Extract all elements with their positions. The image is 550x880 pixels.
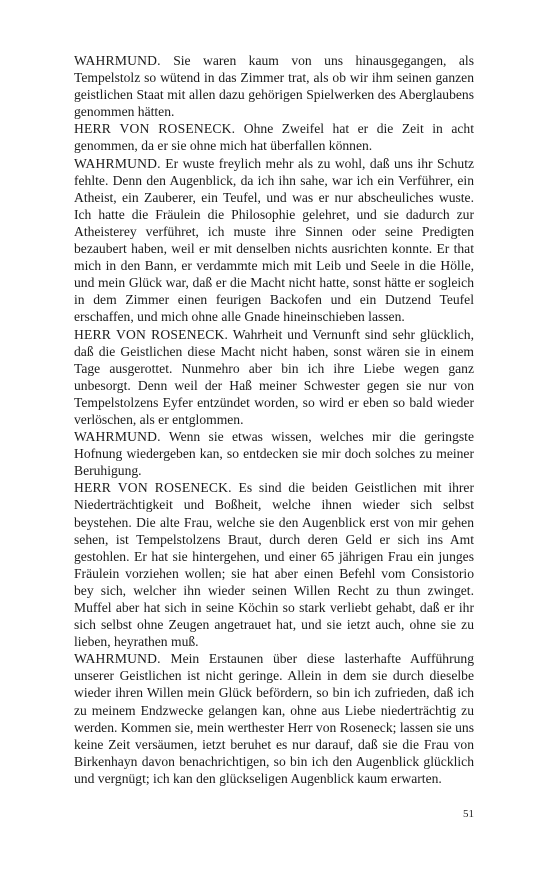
speech-paragraph — [74, 155, 474, 326]
speaker-name: WAHRMUND. — [74, 155, 161, 171]
speech-text: Er wuste freylich mehr als zu wohl, daß uns ihr Schutz fehlte. Denn den Augenblick, da ich ihn sahe, war ich ein Verführer, ein Atheist, ein Zauberer, ein Teufel, und was er nur abscheuliches wuste. Ich hatte die Fräulein die Philosophie gelehret, und sie dadurch zur Atheisterey verführet, ich muste ihre Sinnen oder seine Predigten bezaubert haben, weil er mit denselben nichts ausrichten konnte. Er that mich in den Bann, er verdammte mich mit Leib und Seele in die Hölle, und mein Glück war, daß er die Macht nicht hatte, sonst hätte er sogleich in dem Zimmer einen feurigen Backofen und ein Dutzend Teufel erschaffen, und mich ohne alle Gnade hineinschieben lassen. — [74, 155, 475, 325]
speech-paragraph — [74, 479, 474, 650]
speech-paragraph — [74, 326, 474, 429]
speech-paragraph — [74, 650, 474, 787]
speech-paragraph — [74, 52, 474, 120]
speech-text: Wahrheit und Vernunft sind sehr glücklich, daß die Geistlichen diese Macht nicht haben, sonst wären sie in einem Tage ausgerottet. Nunmehro aber bin ich ihre Liebe wegen ganz unbesorgt. Denn weil der Haß meiner Schwester gegen sie nur von Tempelstolzens Eyfer entzündet worden, so wird er eben so bald wieder verlöschen, als er entglommen. — [74, 326, 474, 427]
speech-text: Es sind die beiden Geistlichen mit ihrer Niederträchtigkeit und Boßheit, welche ihnen wieder sich selbst beystehen. Die alte Frau, welche sie den Augenblick erst von mir gehen sehen, ist Tempelstolzens Braut, durch deren Geld er sich ins Amt gestohlen. Er hat sie hintergehen, und einer 65 jährigen Frau ein junges Fräulein vorziehen wollen; sie hat aber einen Befehl vom Consistorio bey sich, welcher ihn wieder seinen Willen Recht zu thun zwinget. Muffel aber hat sich in seine Köchin so stark verliebt gehabt, daß er ihr sich selbst ohne Zeugen angetrauet hat, und sie ietzt auch, ohne sie zu lieben, heyrathen muß. — [74, 480, 474, 650]
speaker-name: HERR VON ROSENECK. — [74, 121, 236, 137]
speech-text: Ohne Zweifel hat er die Zeit in acht genommen, da er sie ohne mich hat überfallen können. — [74, 121, 474, 154]
speaker-name: WAHRMUND. — [74, 53, 161, 68]
speech-text: Sie waren kaum von uns hinausgegangen, als Tempelstolz so wütend in das Zimmer trat, als ob wir ihm seinen ganzen geistlichen Staat mit allen dazu gehörigen Spielwerken des Aberglaubens genommen hätten. — [74, 53, 474, 120]
speech-text: Mein Erstaunen über diese lasterhafte Aufführung unserer Geistlichen ist nicht geringe. Allein in dem sie durch dieselbe wieder ihren Willen mein Glück befördern, so bin ich zufrieden, daß ich zu meinem Endzwecke gelangen kan, ohne aus Liebe niederträchtig zu werden. Kommen sie, mein werthester Herr von Roseneck; lassen sie uns keine Zeit versäumen, ietzt beruhet es nur darauf, daß sie die Frau von Birkenhayn davon benachrichtigen, so bin ich den Augenblick glücklich und vergnügt; ich kan den glückseligen Augenblick kaum erwarten. — [74, 651, 474, 786]
speaker-name: WAHRMUND. — [74, 651, 161, 667]
speech-paragraph — [74, 428, 474, 479]
document-body — [74, 52, 474, 787]
speech-paragraph — [74, 120, 474, 154]
speaker-name: HERR VON ROSENECK. — [74, 326, 229, 342]
speaker-name: WAHRMUND. — [74, 429, 161, 445]
speaker-name: HERR VON ROSENECK. — [74, 480, 232, 496]
page-number: 51 — [463, 808, 474, 820]
speech-text: Wenn sie etwas wissen, welches mir die geringste Hofnung wiedergeben kan, so entdecken sie mir doch solches zu meiner Beruhigung. — [74, 429, 474, 479]
